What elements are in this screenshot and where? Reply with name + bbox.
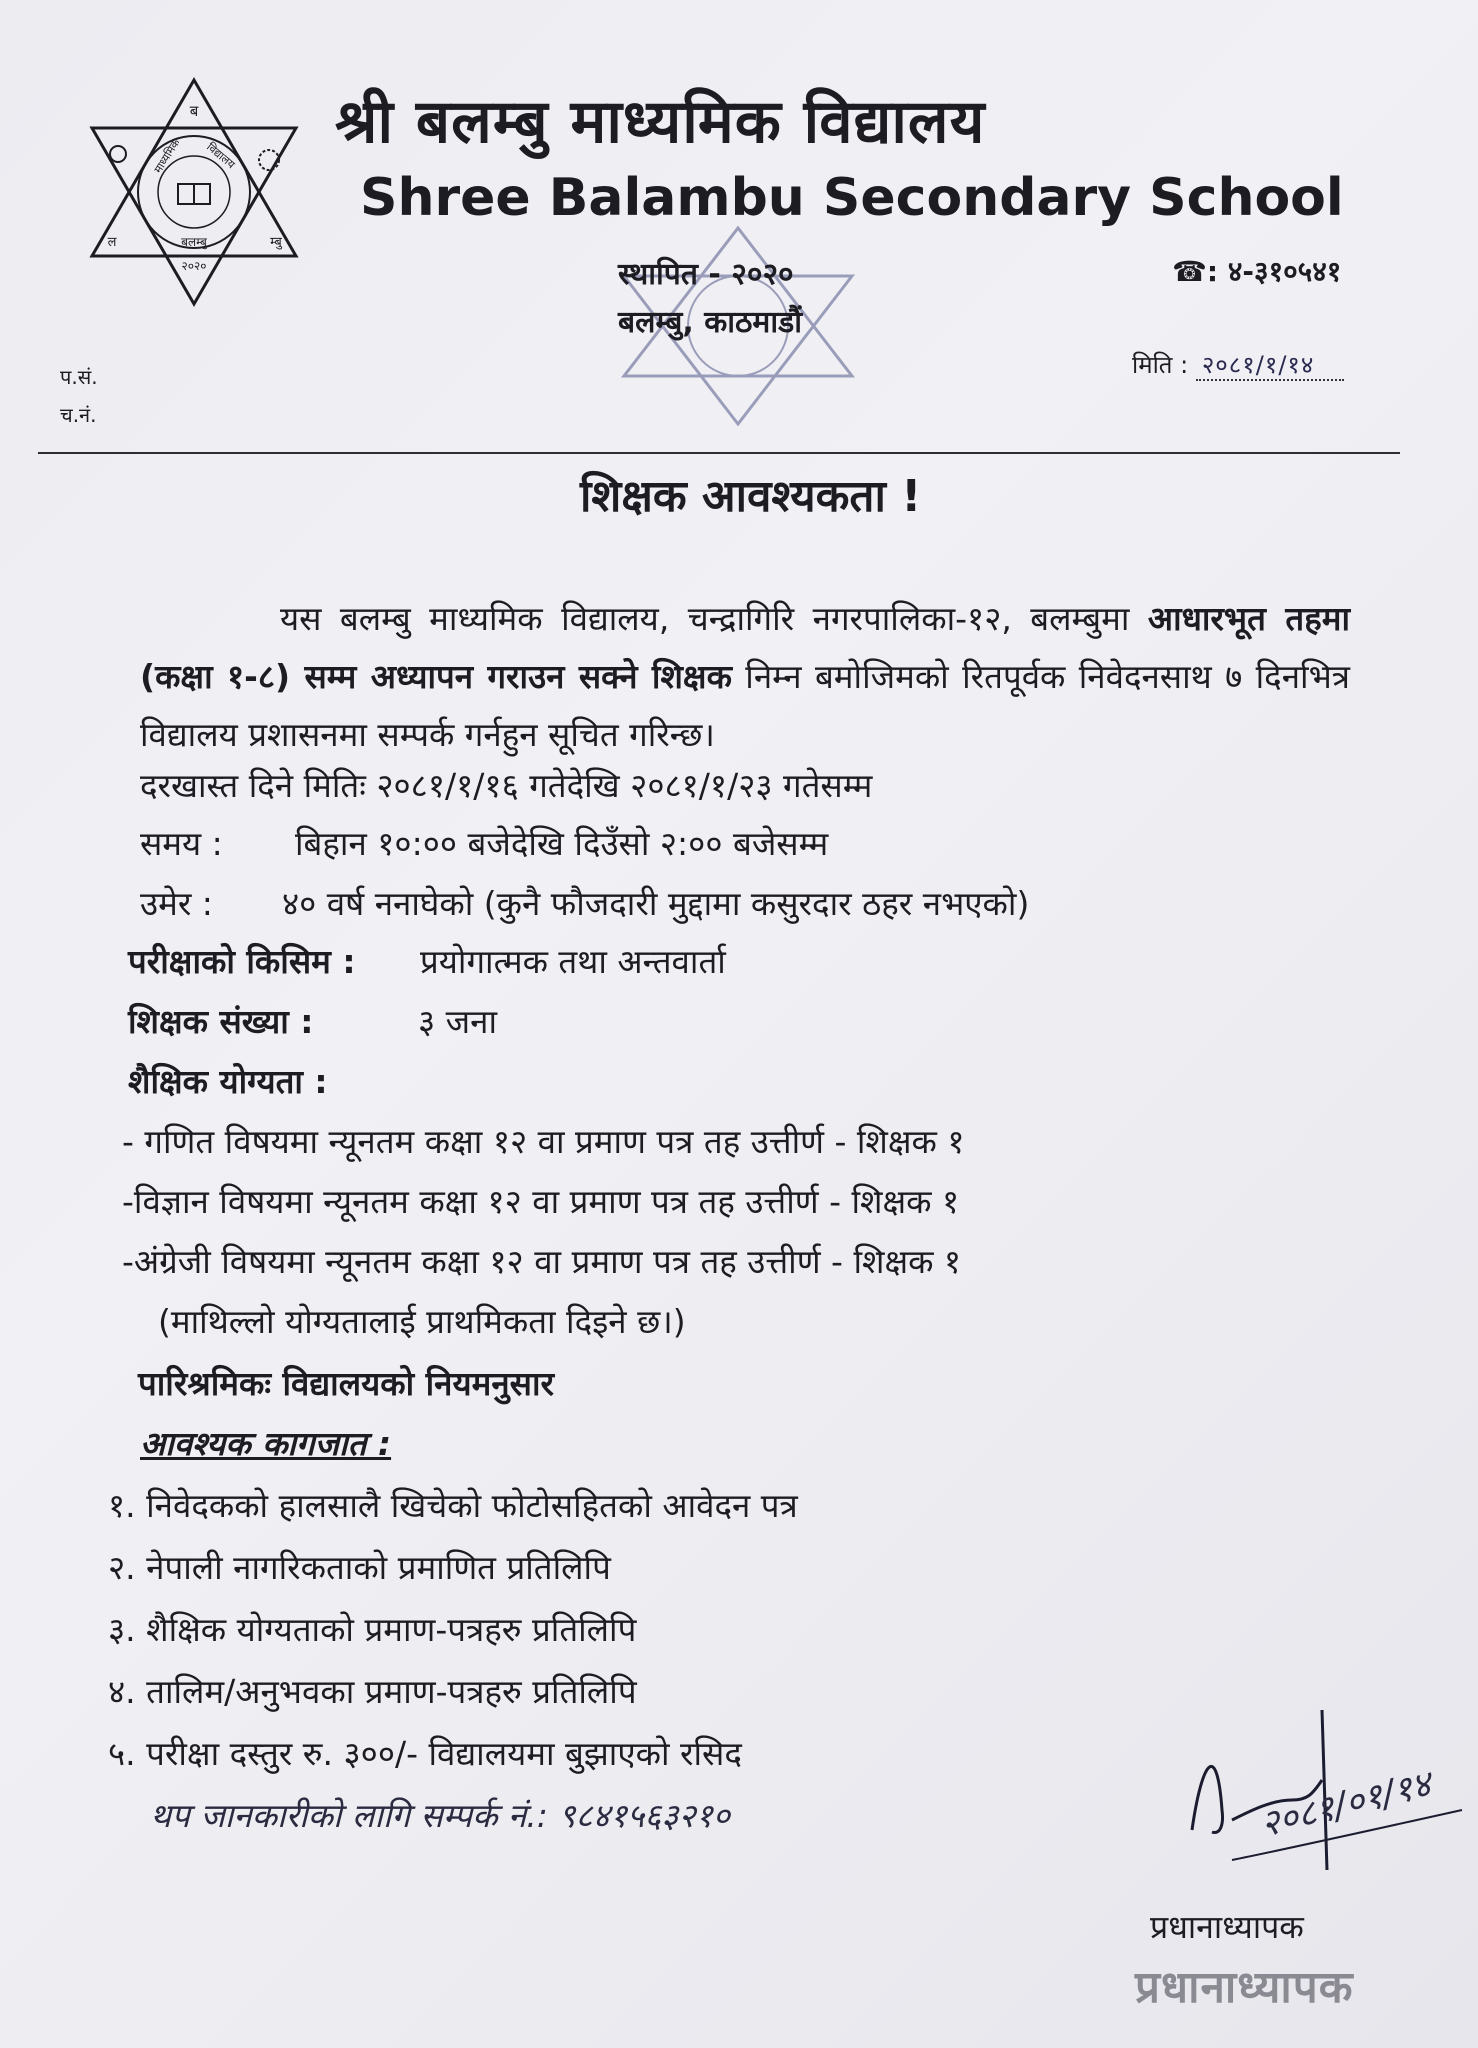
established-year: स्थापित - २०२० (618, 257, 794, 292)
school-address: बलम्बु, काठमाडौं (618, 305, 802, 340)
logo-ring-left-text: माध्यमिक (151, 136, 183, 176)
intro-paragraph (140, 590, 1350, 764)
age-value: ४० वर्ष ननाघेको (कुनै फौजदारी मुद्दामा कसुरदार ठहर नभएको) (282, 884, 1030, 923)
date-value: २०८१/१/१४ (1196, 351, 1345, 381)
time-value: बिहान १०:०० बजेदेखि दिउँसो २:०० बजेसम्म (295, 824, 829, 863)
letter-date (1132, 348, 1344, 381)
document-item: ४. तालिम/अनुभवका प्रमाण-पत्रहरु प्रतिलिपि (108, 1672, 637, 1711)
logo-mid-text: बलम्बु (181, 235, 207, 249)
contact-line: थप जानकारीको लागि सम्पर्क नं.: ९८४१५६३२१० (150, 1796, 730, 1835)
qualification-item: - गणित विषयमा न्यूनतम कक्षा १२ वा प्रमाण पत्र तह उत्तीर्ण - शिक्षक १ (122, 1122, 965, 1161)
school-name-english: Shree Balambu Secondary School (360, 168, 1344, 228)
notice-title: शिक्षक आवश्यकता ! (580, 471, 922, 522)
logo-right-text: म्बु (270, 235, 282, 250)
principal-stamp: प्रधानाध्यापक (1135, 1962, 1354, 2013)
teacher-count-label: शिक्षक संख्या : (128, 1002, 314, 1041)
principal-title: प्रधानाध्यापक (1150, 1908, 1304, 1946)
school-name-nepali: श्री बलम्बु माध्यमिक विद्यालय (335, 87, 986, 157)
signature-date: २०८१/०१/१४ (1256, 1763, 1436, 1846)
teacher-count-value: ३ जना (418, 1002, 497, 1041)
document-item: ३. शैक्षिक योग्यताको प्रमाण-पत्रहरु प्रतिलिपि (108, 1610, 637, 1649)
document-item: २. नेपाली नागरिकताको प्रमाणित प्रतिलिपि (108, 1548, 611, 1587)
intro-part-1: यस बलम्बु माध्यमिक विद्यालय, चन्द्रागिरि नगरपालिका-१२, बलम्बुमा (280, 599, 1148, 638)
phone-number: ☎: ४-३१०५४१ (1172, 255, 1342, 288)
documents-heading: आवश्यक कागजात : (140, 1424, 392, 1463)
intro-part-2: निम्न बमोजिमको रितपूर्वक निवेदनसाथ ७ दिनभित्र विद्यालय प्रशासनमा सम्पर्क गर्नहुन सूचित गरिन्छ। (140, 657, 1350, 754)
logo-year-text: २०२० (181, 259, 207, 273)
reference-block (60, 358, 98, 434)
application-dates: दरखास्त दिने मितिः २०८१/१/१६ गतेदेखि २०८१/१/२३ गतेसम्म (140, 766, 873, 805)
qualification-label: शैक्षिक योग्यता : (128, 1062, 328, 1101)
chalani-number-label: च.नं. (60, 403, 97, 427)
logo-left-text: ल (107, 235, 117, 250)
qualification-item: -विज्ञान विषयमा न्यूनतम कक्षा १२ वा प्रमाण पत्र तह उत्तीर्ण - शिक्षक १ (122, 1182, 960, 1221)
school-logo (76, 74, 312, 310)
date-label: मिति : (1132, 351, 1189, 379)
salary-line: पारिश्रमिकः विद्यालयको नियमनुसार (138, 1364, 555, 1403)
priority-note: (माथिल्लो योग्यतालाई प्राथमिकता दिइने छ।) (158, 1302, 686, 1341)
age-label: उमेर : (140, 884, 213, 923)
intro-bold-part: आधारभूत तहमा (कक्षा १-८) सम्म अध्यापन गराउन सक्ने शिक्षक (140, 599, 1350, 696)
document-item: १. निवेदकको हालसालै खिचेको फोटोसहितको आवेदन पत्र (108, 1486, 798, 1525)
exam-type-value: प्रयोगात्मक तथा अन्तवार्ता (420, 942, 726, 981)
qualification-item: -अंग्रेजी विषयमा न्यूनतम कक्षा १२ वा प्रमाण पत्र तह उत्तीर्ण - शिक्षक १ (122, 1242, 962, 1281)
exam-type-label: परीक्षाको किसिम : (128, 942, 356, 981)
logo-ring-right-text: विद्यालय (204, 140, 238, 172)
logo-top-text: ब (189, 102, 199, 120)
document-item: ५. परीक्षा दस्तुर रु. ३००/- विद्यालयमा बुझाएको रसिद (108, 1734, 742, 1773)
header-divider (38, 452, 1400, 454)
time-label: समय : (140, 824, 223, 863)
patra-sankhya-label: प.सं. (60, 365, 98, 389)
